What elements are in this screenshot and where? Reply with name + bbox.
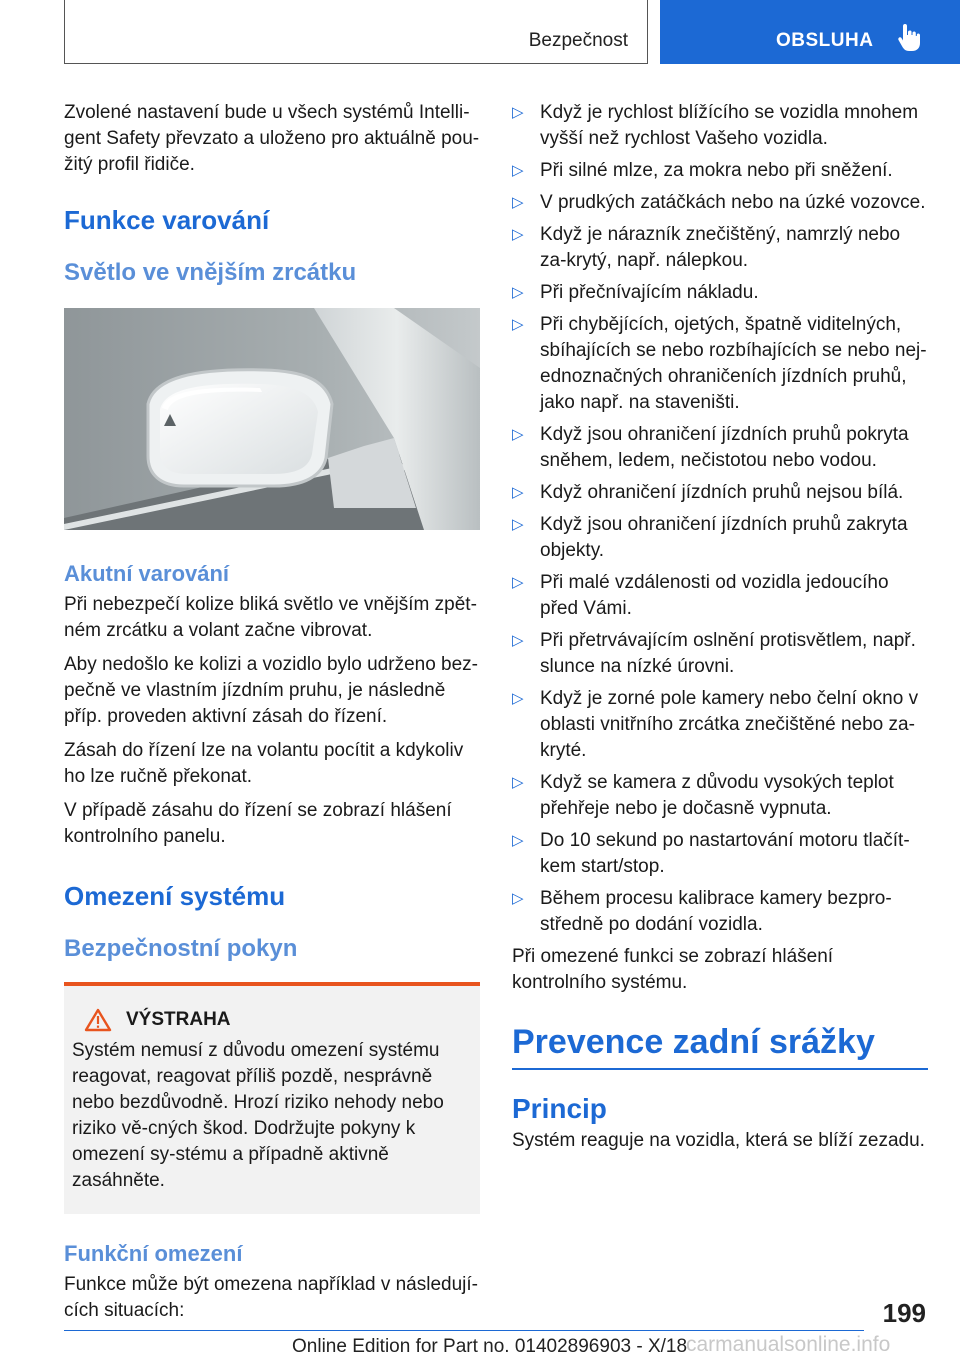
right-column	[512, 100, 928, 1154]
limitations-list	[512, 100, 928, 938]
list-item-text: Když je rychlost blížícího se vozidla mnohem vyšší než rychlost Vašeho vozidla.	[540, 102, 919, 149]
akutni-paragraph: Při nebezpečí kolize bliká světlo ve vnějším zpět-ném zrcátku a volant začne vibrovat.	[64, 594, 477, 641]
list-item	[512, 100, 928, 152]
header-tab[interactable]	[660, 0, 960, 64]
warning-triangle-icon	[84, 1008, 112, 1032]
list-item	[512, 628, 928, 680]
list-item-text: Když jsou ohraničení jízdních pruhů zakryta objekty.	[540, 514, 908, 561]
footer-watermark: carmanualsonline.info	[686, 1333, 891, 1356]
mirror-photo	[64, 308, 480, 530]
triangle-bullet-icon: ▷	[512, 426, 524, 443]
funkcni-text: Funkce může být omezena například v následují-cích situacích:	[64, 1274, 478, 1321]
triangle-bullet-icon: ▷	[512, 484, 524, 501]
triangle-bullet-icon: ▷	[512, 162, 524, 179]
list-item-text: Při chybějících, ojetých, špatně viditelných, sbíhajících se nebo rozbíhajících se nebo nej-ednoznačných ohraničeních jízdních pruhů, jako např. na staveništi.	[540, 314, 927, 413]
list-item	[512, 422, 928, 474]
triangle-bullet-icon: ▷	[512, 690, 524, 707]
list-item-text: Když je zorné pole kamery nebo čelní okno v oblasti vnitřního zrcátka znečištěné nebo za-kryté.	[540, 688, 919, 761]
triangle-bullet-icon: ▷	[512, 774, 524, 791]
left-column	[64, 100, 480, 1324]
akutni-paragraphs	[64, 592, 480, 850]
heading-rule	[512, 1068, 928, 1070]
list-item-text: Při přetrvávajícím oslnění protisvětlem, např. slunce na nízké úrovni.	[540, 630, 916, 677]
warning-header	[72, 1008, 472, 1032]
list-item-text: Když jsou ohraničení jízdních pruhů pokryta sněhem, ledem, nečistotou nebo vodou.	[540, 424, 909, 471]
list-item-text: Při silné mlze, za mokra nebo při sněžení.	[540, 160, 893, 181]
princip-text: Systém reaguje na vozidla, která se blíží zezadu.	[512, 1130, 925, 1151]
list-item	[512, 686, 928, 764]
warning-text: Systém nemusí z důvodu omezení systému reagovat, reagovat příliš pozdě, nesprávně nebo bezdůvodně. Hrozí riziko nehody nebo riziko vě-cných škod. Dodržujte pokyny k omezení sy-stému a případně aktivně zasáhněte.	[72, 1040, 444, 1191]
akutni-paragraph: Aby nedošlo ke kolizi a vozidlo bylo udrženo bez-pečně ve vlastním jízdním pruhu, je následně příp. proveden aktivní zásah do řízení.	[64, 654, 479, 727]
triangle-bullet-icon: ▷	[512, 194, 524, 211]
akutni-paragraph: V případě zásahu do řízení se zobrazí hlášení kontrolního panelu.	[64, 800, 452, 847]
triangle-bullet-icon: ▷	[512, 832, 524, 849]
list-item	[512, 770, 928, 822]
list-item	[512, 312, 928, 416]
warning-box	[64, 982, 480, 1214]
warning-title: VÝSTRAHA	[126, 1009, 231, 1030]
heading-funkcni-omezeni: Funkční omezení	[64, 1241, 243, 1266]
list-item-text: Při malé vzdálenosti od vozidla jedoucího před Vámi.	[540, 572, 889, 619]
after-bullets-text: Při omezené funkci se zobrazí hlášení kontrolního systému.	[512, 946, 834, 993]
list-item	[512, 480, 928, 506]
page-number: 199	[882, 1298, 926, 1328]
heading-svetlo-zrcatko: Světlo ve vnějším zrcátku	[64, 259, 357, 286]
list-item-text: Když ohraničení jízdních pruhů nejsou bílá.	[540, 482, 904, 503]
heading-akutni-varovani: Akutní varování	[64, 561, 230, 586]
list-item	[512, 886, 928, 938]
list-item	[512, 512, 928, 564]
list-item-text: V prudkých zatáčkách nebo na úzké vozovce.	[540, 192, 926, 213]
list-item	[512, 222, 928, 274]
list-item-text: Při přečnívajícím nákladu.	[540, 282, 759, 303]
footer-edition: Online Edition for Part no. 01402896903 - X/18	[292, 1336, 688, 1357]
heading-omezeni-systemu: Omezení systému	[64, 881, 286, 911]
list-item	[512, 828, 928, 880]
list-item	[512, 570, 928, 622]
triangle-bullet-icon: ▷	[512, 890, 524, 907]
list-item	[512, 190, 928, 216]
list-item-text: Během procesu kalibrace kamery bezpro-středně po dodání vozidla.	[540, 888, 892, 935]
triangle-bullet-icon: ▷	[512, 516, 524, 533]
header-tab-label: OBSLUHA	[776, 30, 874, 51]
akutni-paragraph: Zásah do řízení lze na volantu pocítit a kdykoliv ho lze ručně překonat.	[64, 740, 464, 787]
list-item	[512, 280, 928, 306]
list-item-text: Když se kamera z důvodu vysokých teplot přehřeje nebo je dočasně vypnuta.	[540, 772, 894, 819]
triangle-bullet-icon: ▷	[512, 284, 524, 301]
heading-princip: Princip	[512, 1093, 607, 1124]
hand-pointer-icon	[896, 22, 922, 52]
header-section-title: Bezpečnost	[528, 30, 628, 51]
triangle-bullet-icon: ▷	[512, 574, 524, 591]
list-item-text: Do 10 sekund po nastartování motoru tlačít-kem start/stop.	[540, 830, 910, 877]
triangle-bullet-icon: ▷	[512, 226, 524, 243]
heading-prevence-zadni-srazky: Prevence zadní srážky	[512, 1023, 875, 1061]
triangle-bullet-icon: ▷	[512, 104, 524, 121]
triangle-bullet-icon: ▷	[512, 632, 524, 649]
heading-bezpecnostni-pokyn: Bezpečnostní pokyn	[64, 935, 298, 962]
list-item-text: Když je nárazník znečištěný, namrzlý nebo za-krytý, např. nálepkou.	[540, 224, 901, 271]
intro-text: Zvolené nastavení bude u všech systémů Intelli-gent Safety převzato a uloženo pro aktuálně pou-žitý profil řidiče.	[64, 102, 480, 175]
heading-funkce-varovani: Funkce varování	[64, 205, 270, 235]
triangle-bullet-icon: ▷	[512, 316, 524, 333]
footer-rule	[64, 1330, 864, 1331]
list-item	[512, 158, 928, 184]
